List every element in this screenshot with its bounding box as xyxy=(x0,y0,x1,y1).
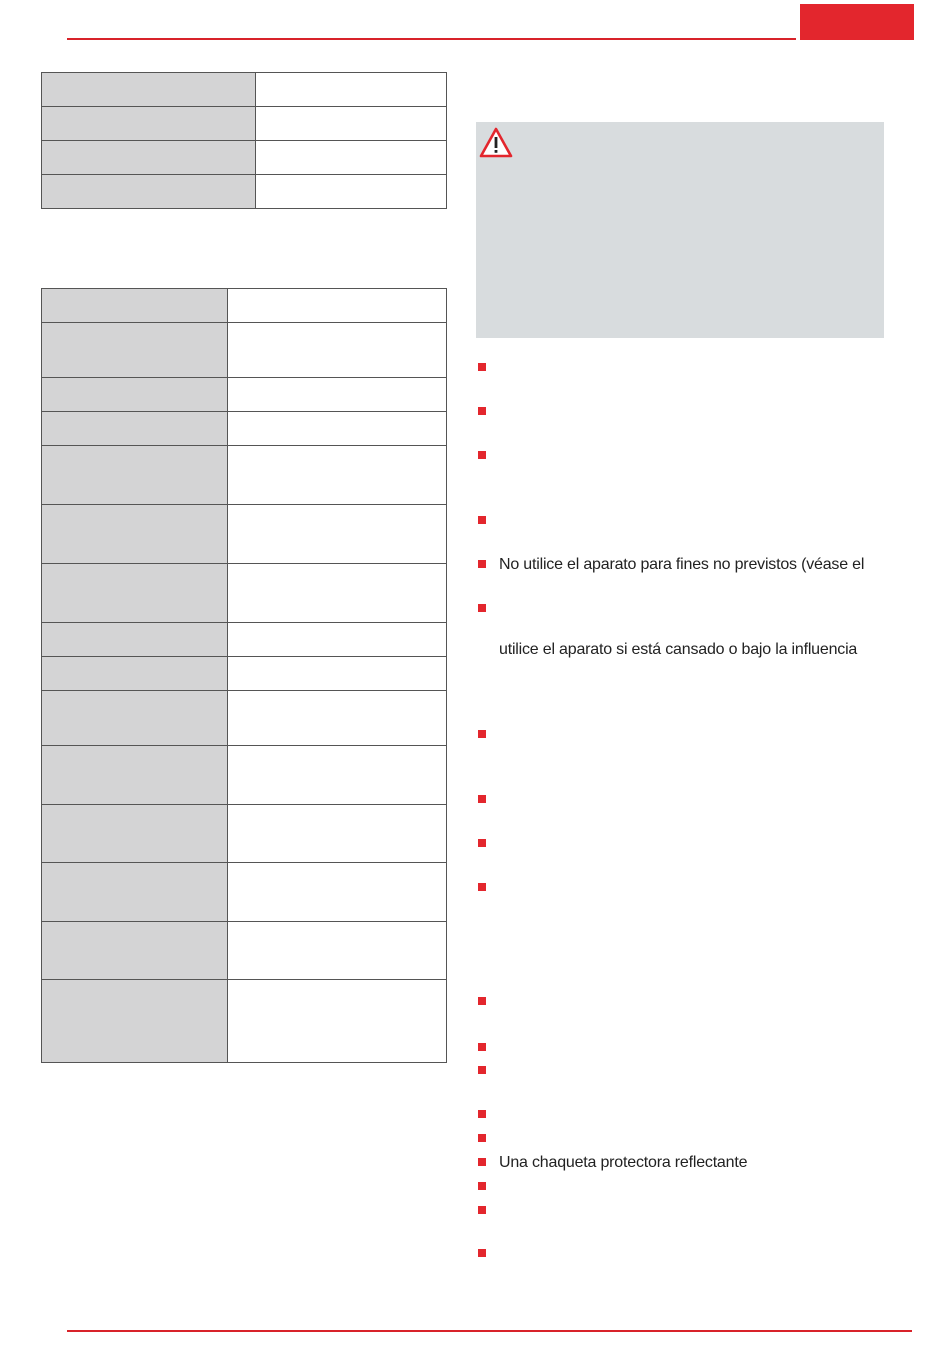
warning-triangle-icon xyxy=(479,127,513,159)
table-label-cell xyxy=(42,805,228,863)
spec-table-2 xyxy=(41,288,447,1063)
table-value-cell xyxy=(228,691,447,746)
list-bullet xyxy=(478,1206,486,1214)
table-value-cell xyxy=(228,446,447,505)
list-bullet xyxy=(478,1158,486,1166)
list-bullet xyxy=(478,1134,486,1142)
table-row xyxy=(42,412,447,446)
header-rule xyxy=(67,38,796,40)
table-label-cell xyxy=(42,412,228,446)
table-row xyxy=(42,805,447,863)
table-row xyxy=(42,746,447,805)
table-label-cell xyxy=(42,980,228,1063)
list-bullet xyxy=(478,883,486,891)
table-row xyxy=(42,623,447,657)
list-bullet xyxy=(478,560,486,568)
table-label-cell xyxy=(42,141,256,175)
table-value-cell xyxy=(228,378,447,412)
list-item-text: utilice el aparato si está cansado o bajo la influencia xyxy=(499,641,858,658)
list-bullet xyxy=(478,451,486,459)
table-label-cell xyxy=(42,175,256,209)
table-row xyxy=(42,657,447,691)
footer-rule xyxy=(67,1330,912,1332)
table-row xyxy=(42,863,447,922)
header-color-tab xyxy=(800,4,914,40)
table-row xyxy=(42,107,447,141)
table-row xyxy=(42,505,447,564)
warning-box xyxy=(476,122,884,338)
table-value-cell xyxy=(256,107,447,141)
table-value-cell xyxy=(228,412,447,446)
table-row xyxy=(42,980,447,1063)
table-value-cell xyxy=(228,505,447,564)
table-label-cell xyxy=(42,505,228,564)
table-row xyxy=(42,922,447,980)
table-value-cell xyxy=(228,623,447,657)
table-row xyxy=(42,378,447,412)
list-bullet xyxy=(478,795,486,803)
table-row xyxy=(42,289,447,323)
table-value-cell xyxy=(228,805,447,863)
list-bullet xyxy=(478,1182,486,1190)
list-bullet xyxy=(478,1066,486,1074)
list-bullet xyxy=(478,516,486,524)
table-label-cell xyxy=(42,289,228,323)
table-value-cell xyxy=(228,922,447,980)
table-label-cell xyxy=(42,657,228,691)
table-row xyxy=(42,73,447,107)
table-value-cell xyxy=(228,980,447,1063)
table-label-cell xyxy=(42,378,228,412)
list-bullet xyxy=(478,363,486,371)
table-label-cell xyxy=(42,863,228,922)
table-value-cell xyxy=(228,863,447,922)
list-bullet xyxy=(478,730,486,738)
table-label-cell xyxy=(42,107,256,141)
table-label-cell xyxy=(42,73,256,107)
list-bullet xyxy=(478,1249,486,1257)
table-row xyxy=(42,564,447,623)
table-label-cell xyxy=(42,564,228,623)
table-value-cell xyxy=(228,289,447,323)
table-value-cell xyxy=(256,141,447,175)
table-label-cell xyxy=(42,922,228,980)
table-value-cell xyxy=(256,175,447,209)
table-row xyxy=(42,691,447,746)
table-label-cell xyxy=(42,691,228,746)
table-row xyxy=(42,446,447,505)
table-row xyxy=(42,141,447,175)
list-item-text: Una chaqueta protectora reflectante xyxy=(499,1154,748,1171)
list-bullet xyxy=(478,839,486,847)
table-value-cell xyxy=(228,657,447,691)
list-bullet xyxy=(478,1043,486,1051)
table-row xyxy=(42,323,447,378)
list-bullet xyxy=(478,407,486,415)
table-label-cell xyxy=(42,623,228,657)
table-value-cell xyxy=(228,746,447,805)
table-row xyxy=(42,175,447,209)
list-item-text: No utilice el aparato para fines no previstos (véase el xyxy=(499,556,865,573)
list-bullet xyxy=(478,1110,486,1118)
table-label-cell xyxy=(42,746,228,805)
table-value-cell xyxy=(228,323,447,378)
table-value-cell xyxy=(256,73,447,107)
spec-table-1 xyxy=(41,72,447,209)
table-value-cell xyxy=(228,564,447,623)
table-label-cell xyxy=(42,446,228,505)
list-bullet xyxy=(478,604,486,612)
table-label-cell xyxy=(42,323,228,378)
list-bullet xyxy=(478,997,486,1005)
